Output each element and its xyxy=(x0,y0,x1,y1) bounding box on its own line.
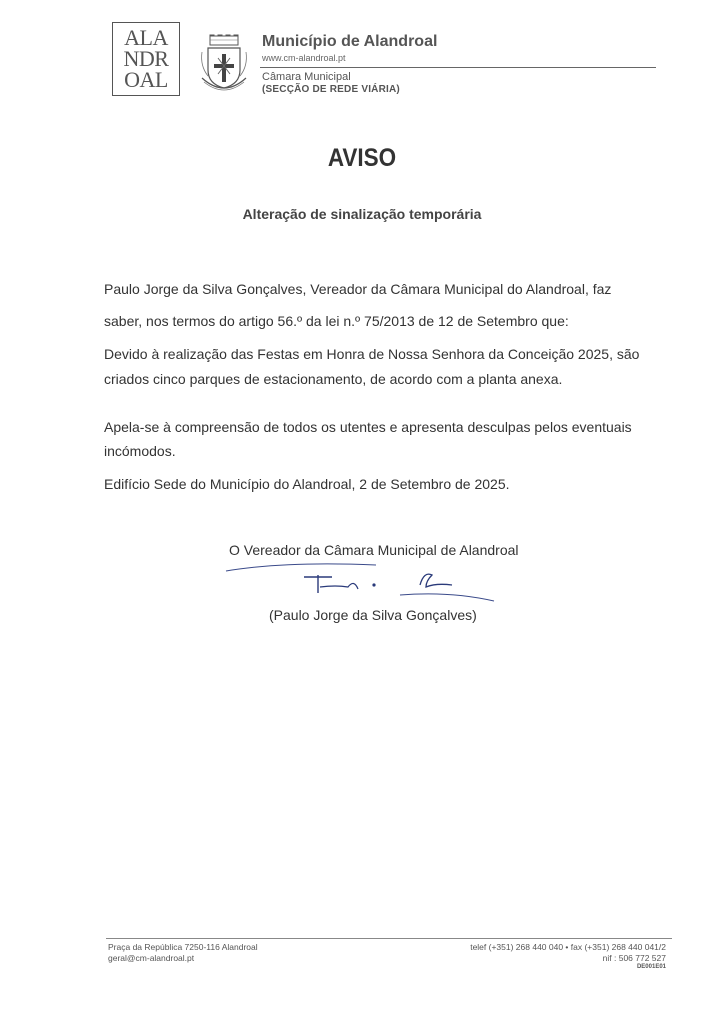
footer-document-code: DE001E01 xyxy=(636,964,666,970)
footer-divider xyxy=(106,938,672,939)
logo-line-2: NDR xyxy=(123,46,169,71)
body-line: Apela-se à compreensão de todos os utentes e apresenta desculpas pelos eventuais xyxy=(104,419,632,435)
footer-phone: telef (+351) 268 440 040 • fax (+351) 268 440 041/2 xyxy=(470,942,666,952)
body-line: Edifício Sede do Município do Alandroal, 2 de Setembro de 2025. xyxy=(104,476,510,492)
footer-nif: nif : 506 772 527 xyxy=(602,953,666,963)
footer-address: Praça da República 7250-116 Alandroal xyxy=(108,942,258,952)
body-line: saber, nos termos do artigo 56.º da lei n.º 75/2013 de 12 de Setembro que: xyxy=(104,313,569,329)
notice-title: AVISO xyxy=(327,144,397,172)
notice-subtitle: Alteração de sinalização temporária xyxy=(242,206,482,222)
footer-email: geral@cm-alandroal.pt xyxy=(108,953,195,963)
municipality-website: www.cm-alandroal.pt xyxy=(262,53,346,63)
municipality-name: Município de Alandroal xyxy=(262,33,438,50)
signatory-name: (Paulo Jorge da Silva Gonçalves) xyxy=(269,607,477,623)
body-line: incómodos. xyxy=(104,443,176,459)
section-name: (SECÇÃO DE REDE VIÁRIA) xyxy=(262,84,400,95)
body-line: Devido à realização das Festas em Honra de Nossa Senhora da Conceição 2025, são xyxy=(104,346,640,362)
logo-line-3: OAL xyxy=(124,67,168,92)
handwritten-signature xyxy=(224,555,504,607)
body-line: Paulo Jorge da Silva Gonçalves, Vereador da Câmara Municipal do Alandroal, faz xyxy=(104,281,612,297)
header-divider xyxy=(260,67,656,68)
chamber-name: Câmara Municipal xyxy=(262,71,351,83)
body-line: criados cinco parques de estacionamento, de acordo com a planta anexa. xyxy=(104,371,563,387)
signatory-title: O Vereador da Câmara Municipal de Alandroal xyxy=(229,542,519,558)
municipality-logo xyxy=(112,22,180,96)
logo-line-1: ALA xyxy=(124,25,168,50)
coat-of-arms-icon xyxy=(198,34,250,96)
